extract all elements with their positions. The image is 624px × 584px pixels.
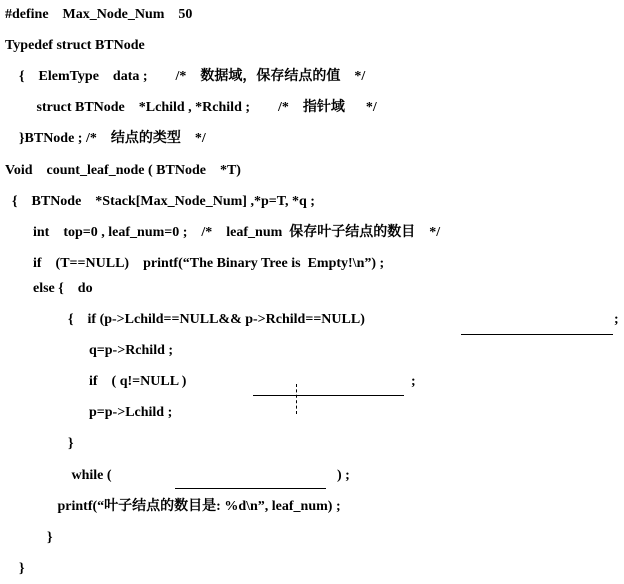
code-line-leaf-check: { if (p->Lchild==NULL&& p->Rchild==NULL) xyxy=(5,312,365,327)
code-line-init: int top=0 , leaf_num=0 ; /* leaf_num 保存叶子结点的数目 */ xyxy=(5,225,441,240)
code-line-do-close: } xyxy=(5,436,74,451)
answer-blank-3[interactable] xyxy=(175,488,326,489)
code-line-q-assign: q=p->Rchild ; xyxy=(5,343,174,358)
code-line-printf-result: printf(“叶子结点的数目是: %d\n”, leaf_num) ; xyxy=(5,499,341,514)
code-line-if-empty: if (T==NULL) printf(“The Binary Tree is Empty!\n”) ; xyxy=(5,256,385,271)
code-line-while-end: ) ; xyxy=(337,468,350,483)
code-line-else-do: else { do xyxy=(5,281,93,296)
code-line-define: #define Max_Node_Num 50 xyxy=(5,7,193,22)
answer-blank-1[interactable] xyxy=(461,334,613,335)
answer-blank-2[interactable] xyxy=(253,395,404,396)
code-line-p-assign: p=p->Lchild ; xyxy=(5,405,173,420)
code-line-function-header: Void count_leaf_node ( BTNode *T) xyxy=(5,163,241,178)
code-line-typedef: Typedef struct BTNode xyxy=(5,38,145,53)
code-line-while: while ( xyxy=(5,468,112,483)
code-line-if-q-end: ; xyxy=(411,374,416,389)
code-line-else-close: } xyxy=(5,530,53,545)
code-line-function-close: } xyxy=(5,561,25,576)
code-line-pointer-field: struct BTNode *Lchild , *Rchild ; /* 指针域 */ xyxy=(5,100,377,115)
text-cursor-marker xyxy=(296,384,297,414)
code-line-if-q: if ( q!=NULL ) xyxy=(5,374,187,389)
code-line-struct-end: }BTNode ; /* 结点的类型 */ xyxy=(5,131,206,146)
code-line-declarations: { BTNode *Stack[Max_Node_Num] ,*p=T, *q ; xyxy=(5,194,315,209)
code-line-leaf-check-end: ; xyxy=(614,312,619,327)
code-line-data-field: { ElemType data ; /* 数据域，保存结点的值 */ xyxy=(5,69,366,84)
